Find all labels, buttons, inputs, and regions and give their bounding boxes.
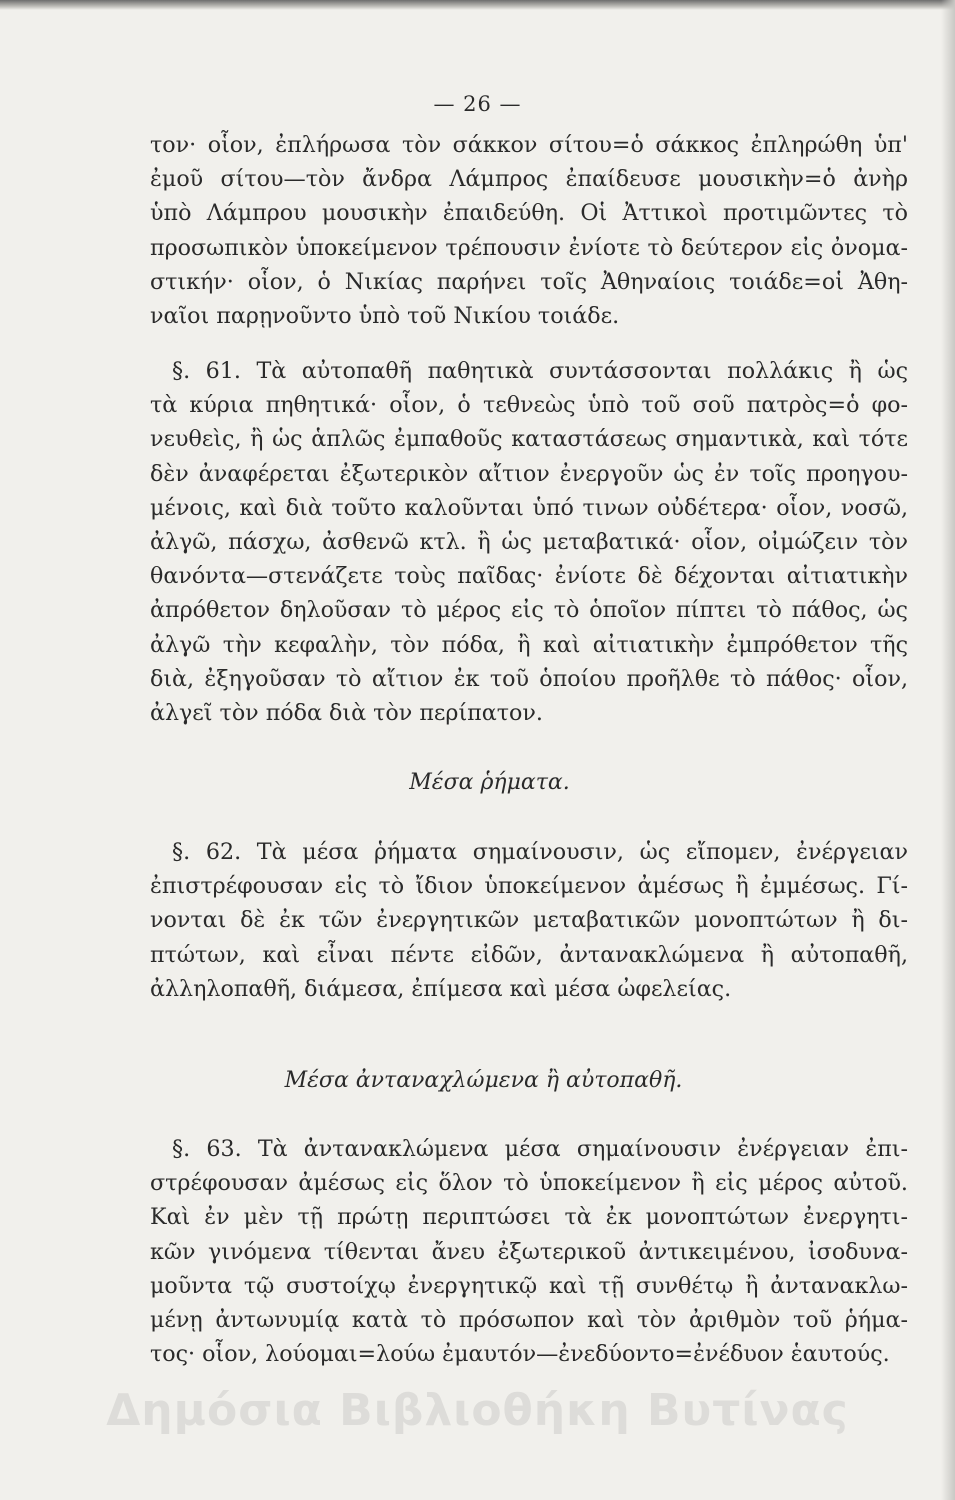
section-heading-middle-verbs: Μέσα ῥήματα. <box>409 770 570 795</box>
text-line: ἀλγῶ τὴν κεφαλὴν, τὸν πόδα, ἢ καὶ αἰτιατικὴν ἐμπρόθετον τῆς <box>150 631 908 658</box>
scan-top-edge <box>0 0 955 10</box>
text-line: ἐπιστρέφουσαν εἰς τὸ ἴδιον ὑποκείμενον ἀμέσως ἢ ἐμμέσως. Γί- <box>150 873 908 900</box>
text-line: κῶν γινόμενα τίθενται ἄνευ ἐξωτερικοῦ ἀντικειμένου, ἰσοδυνα- <box>150 1238 908 1265</box>
text-line: §. 62. Τὰ μέσα ῥήματα σημαίνουσιν, ὡς εἴπομεν, ἐνέργειαν <box>172 839 908 865</box>
section-62 <box>150 835 908 1006</box>
text-line: ἀλγῶ, πάσχω, ἀσθενῶ κτλ. ἢ ὡς μεταβατικά· οἷον, οἰμώζειν τὸν <box>150 529 908 556</box>
paragraph-continuation <box>150 128 908 333</box>
text-line: νονται δὲ ἐκ τῶν ἐνεργητικῶν μεταβατικῶν μονοπτώτων ἢ δι- <box>150 907 908 934</box>
text-line: πτώτων, καὶ εἶναι πέντε εἰδῶν, ἀντανακλώμενα ἢ αὐτοπαθῆ, <box>150 941 908 968</box>
text-line: ἐμοῦ σίτου—τὸν ἄνδρα Λάμπρος ἐπαίδευσε μουσικὴν=ὁ ἀνὴρ <box>150 166 908 193</box>
text-line: προσωπικὸν ὑποκείμενον τρέπουσιν ἐνίοτε τὸ δεύτερον εἰς ὀνομα- <box>150 234 908 261</box>
text-line: Καὶ ἐν μὲν τῇ πρώτῃ περιπτώσει τὰ ἐκ μονοπτώτων ἐνεργητι- <box>150 1204 908 1231</box>
text-line: τὰ κύρια πηθητικά· οἷον, ὁ τεθνεὼς ὑπὸ τοῦ σοῦ πατρὸς=ὁ φο- <box>150 392 908 419</box>
text-line: ἀλληλοπαθῆ, διάμεσα, ἐπίμεσα καὶ μέσα ὠφελείας. <box>150 975 732 1002</box>
text-line: θανόντα—στενάζετε τοὺς παῖδας· ἐνίοτε δὲ δέχονται αἰτιατικὴν <box>150 563 908 590</box>
text-line: διὰ, ἐξηγοῦσαν τὸ αἴτιον ἐκ τοῦ ὁποίου προῆλθε τὸ πάθος· οἷον, <box>150 665 908 692</box>
text-line: στικήν· οἷον, ὁ Νικίας παρήνει τοῖς Ἀθηναίοις τοιάδε=οἱ Ἀθη- <box>150 268 908 295</box>
text-line: §. 61. Τὰ αὐτοπαθῆ παθητικὰ συντάσσονται πολλάκις ἢ ὡς <box>172 358 908 384</box>
page-number: — 26 — <box>433 92 522 116</box>
section-heading-reflexive-middle: Μέσα ἀνταναχλώμενα ἢ αὐτοπαθῆ. <box>284 1068 683 1093</box>
text-line: στρέφουσαν ἀμέσως εἰς ὅλον τὸ ὑποκείμενον ἢ εἰς μέρος αὐτοῦ. <box>150 1170 908 1197</box>
library-watermark: Δημόσια Βιβλιοθήκη Βυτίνας <box>106 1385 849 1436</box>
text-line: μένῃ ἀντωνυμίᾳ κατὰ τὸ πρόσωπον καὶ τὸν ἀριθμὸν τοῦ ῥήμα- <box>150 1307 908 1334</box>
text-line: ἀλγεῖ τὸν πόδα διὰ τὸν περίπατον. <box>150 700 543 727</box>
text-line: ἀπρόθετον δηλοῦσαν τὸ μέρος εἰς τὸ ὁποῖον πίπτει τὸ πάθος, ὡς <box>150 597 908 624</box>
text-line: δὲν ἀναφέρεται ἐξωτερικὸν αἴτιον ἐνεργοῦν ὡς ἐν τοῖς προηγου- <box>150 460 908 487</box>
section-61 <box>150 354 908 730</box>
text-line: μοῦντα τῷ συστοίχῳ ἐνεργητικῷ καὶ τῇ συνθέτῳ ἢ ἀντανακλω- <box>150 1272 908 1299</box>
text-line: μένοις, καὶ διὰ τοῦτο καλοῦνται ὑπό τινων οὐδέτερα· οἷον, νοσῶ, <box>150 494 908 521</box>
text-line: τον· οἷον, ἐπλήρωσα τὸν σάκκον σίτου=ὁ σάκκος ἐπληρώθη ὑπ' <box>150 132 908 158</box>
section-63 <box>150 1132 908 1371</box>
text-line: ὑπὸ Λάμπρου μουσικὴν ἐπαιδεύθη. Οἱ Ἀττικοὶ προτιμῶντες τὸ <box>150 200 908 227</box>
text-line: νευθεὶς, ἢ ὡς ἁπλῶς ἐμπαθοῦς καταστάσεως σημαντικὰ, καὶ τότε <box>150 426 908 453</box>
scan-right-edge <box>941 0 955 1500</box>
text-line: τος· οἷον, λούομαι=λούω ἐμαυτόν—ἐνεδύοντο=ἐνέδυον ἑαυτούς. <box>150 1341 890 1368</box>
text-line: ναῖοι παρῃνοῦντο ὑπὸ τοῦ Νικίου τοιάδε. <box>150 303 620 330</box>
text-line: §. 63. Τὰ ἀντανακλώμενα μέσα σημαίνουσιν ἐνέργειαν ἐπι- <box>172 1136 908 1162</box>
